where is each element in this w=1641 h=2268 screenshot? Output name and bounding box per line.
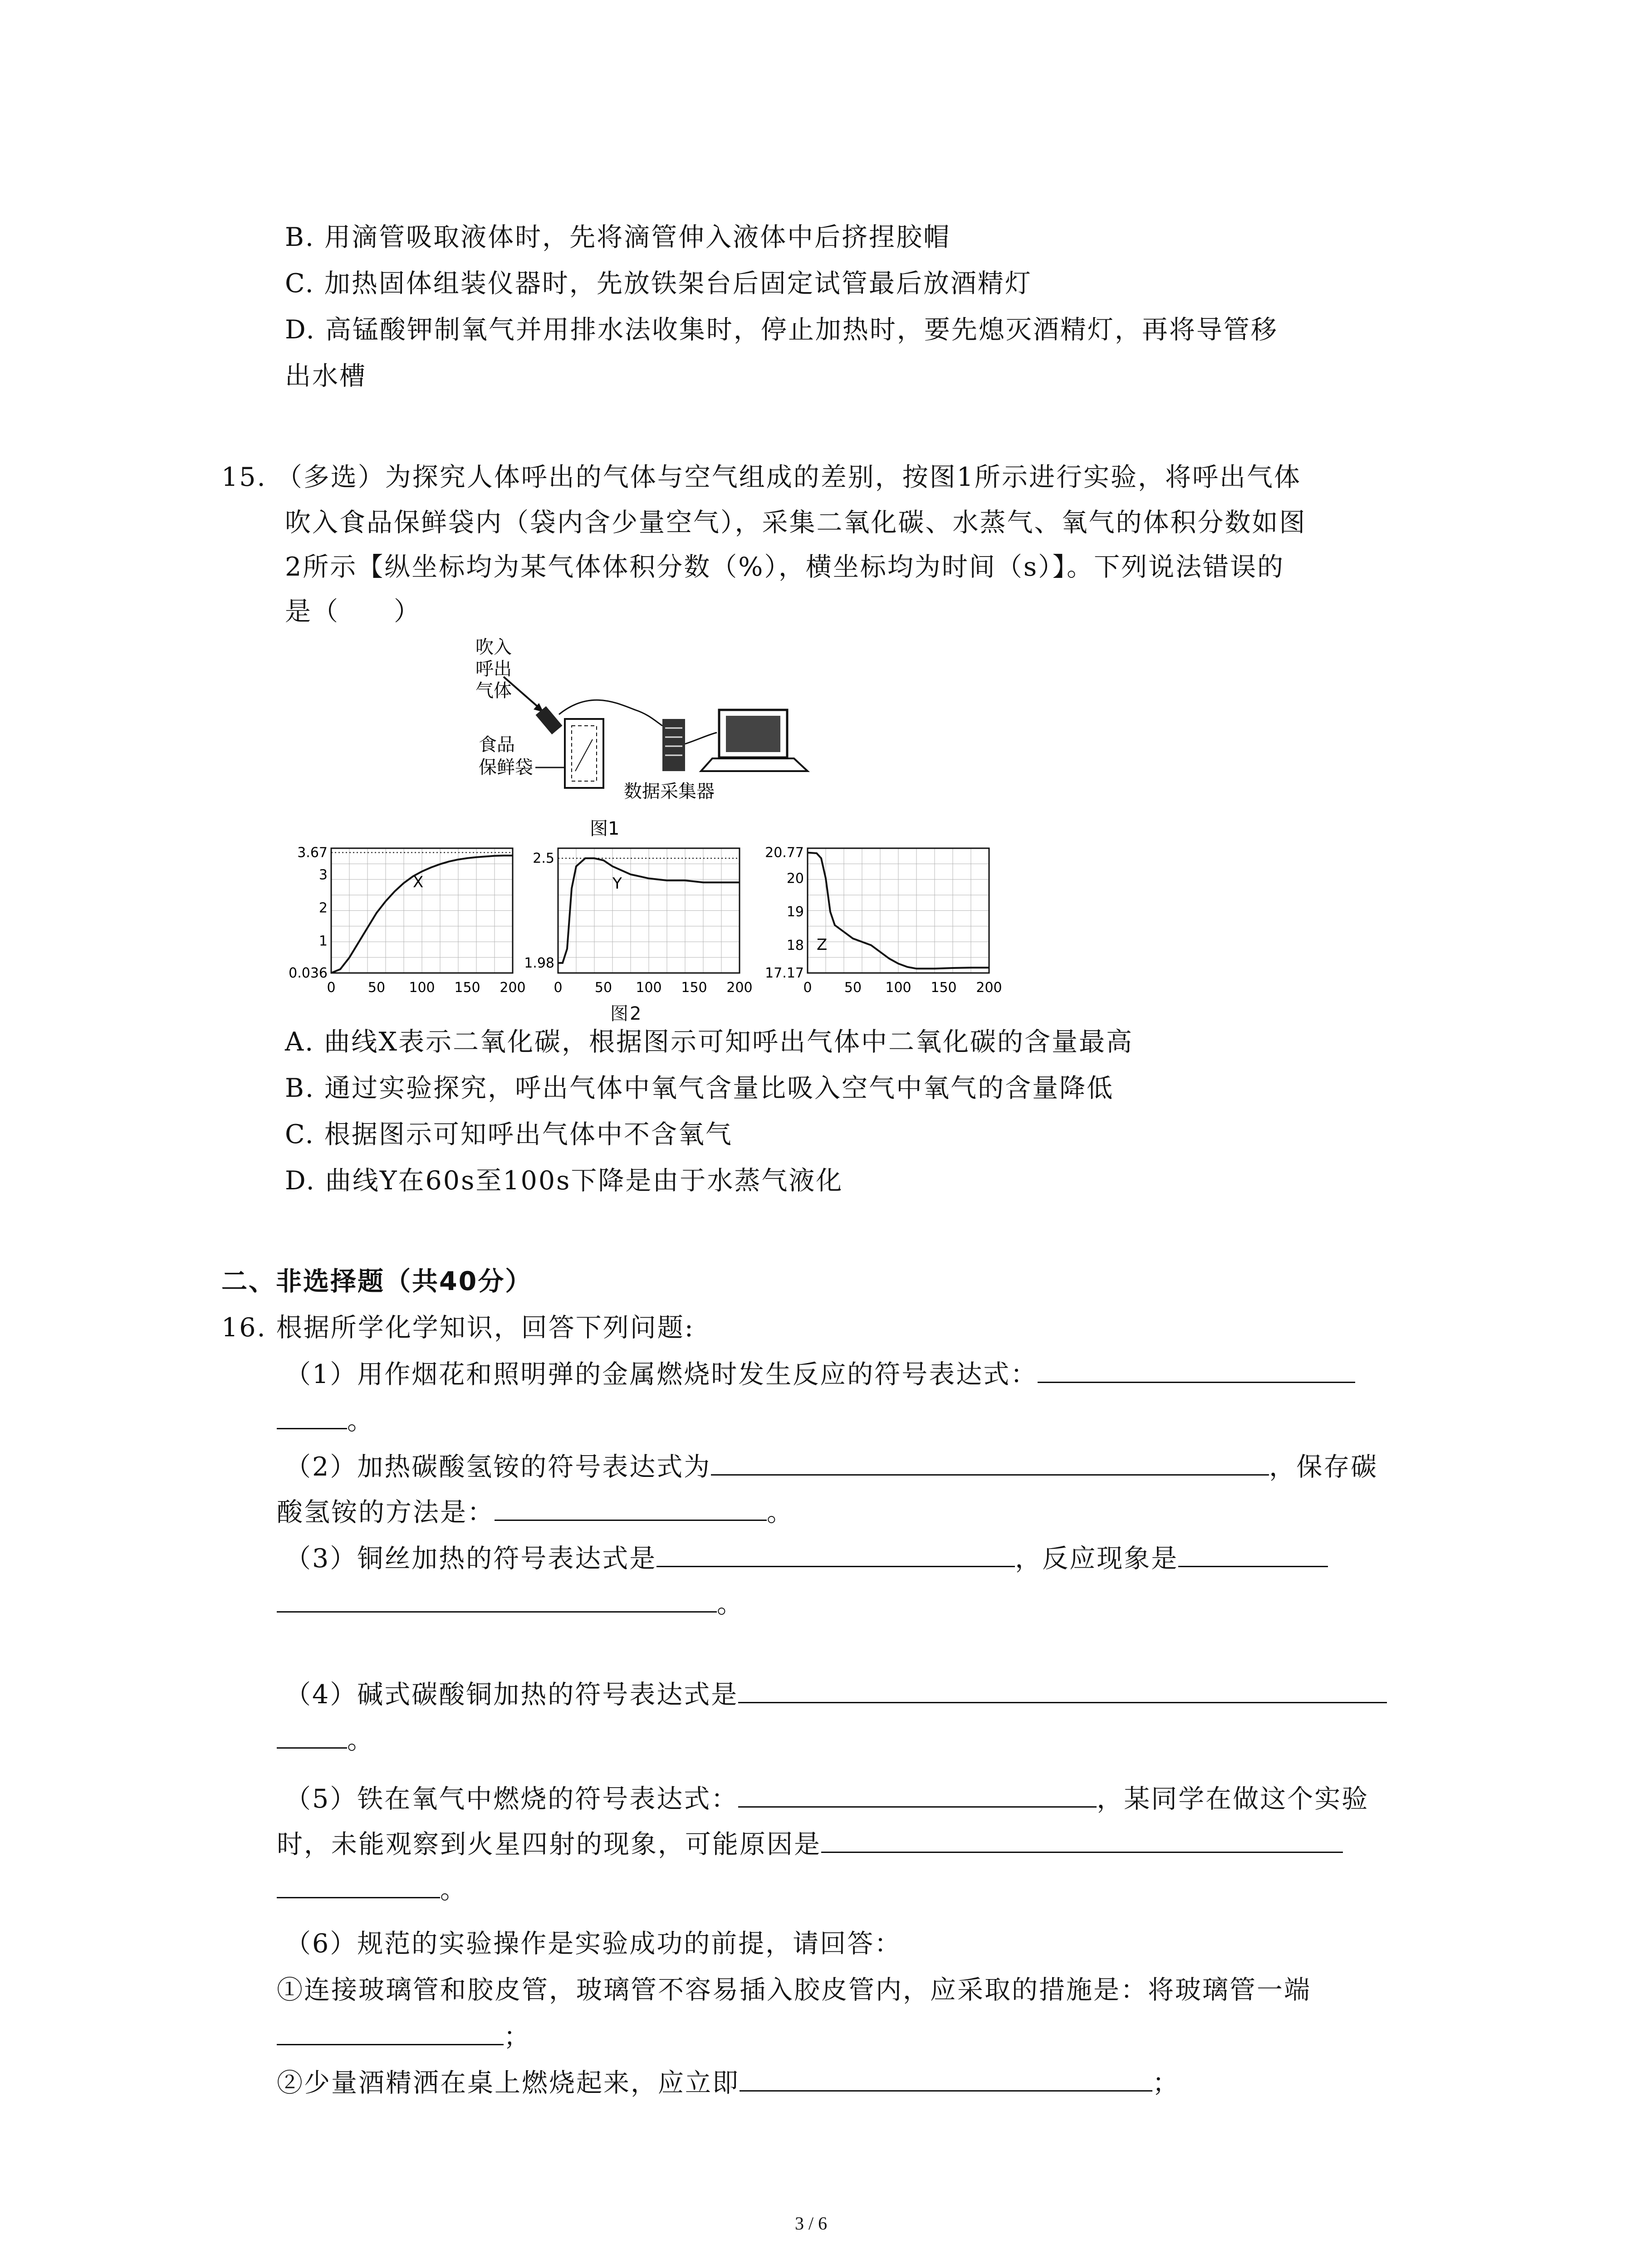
q16-part6-item1-end: ； [504,2022,531,2052]
food-bag [565,719,603,788]
x-tick-label: 150 [681,980,707,996]
q16-part2-storage-blank[interactable] [495,1496,767,1521]
q16-part5-text-c: 时，未能观察到火星四射的现象，可能原因是 [277,1829,821,1859]
q16-part2-answer-blank[interactable] [711,1451,1269,1476]
y-tick-label: 0.036 [289,965,328,981]
fig1-label-blow-2: 呼出 [475,659,512,679]
y-tick-label: 20.77 [765,845,804,861]
fig1-label-blow-1: 吹入 [475,637,512,658]
y-tick-label: 2 [318,900,328,916]
figure-1-apparatus [454,635,826,844]
q16-part5-text: （5）铁在氧气中燃烧的符号表达式： [285,1784,739,1814]
q16-part1-text: （1）用作烟花和照明弹的金属燃烧时发生反应的符号表达式： [285,1359,1038,1389]
q16-part3-phenomenon-blank-cont[interactable] [277,1588,717,1613]
q16-part3-text: （3）铜丝加热的符号表达式是 [285,1544,657,1574]
fig1-label-blow-3: 气体 [475,680,512,701]
q16-part1-answer-blank-cont[interactable] [277,1404,347,1429]
y-tick-label: 17.17 [765,965,804,981]
x-tick-label: 50 [367,980,386,996]
x-tick-label: 0 [803,980,812,996]
y-tick-label: 18 [786,937,804,953]
q16-part3-answer-blank[interactable] [656,1542,1015,1567]
q16-part2-text-b: ，保存碳 [1269,1452,1378,1482]
y-tick-label: 3 [318,867,328,883]
q16-part5-cont [277,1828,1343,1860]
x-tick-label: 50 [594,980,612,996]
q16-part5-end: 。 [440,1875,467,1905]
q16-part1 [285,1358,1355,1390]
q16-part3-text-b: ，反应现象是 [1015,1544,1179,1574]
q16-part6-item2-blank[interactable] [740,2067,1152,2092]
x-tick-label: 200 [976,980,1002,996]
q16-part2-text: （2）加热碳酸氢铵的符号表达式为 [285,1452,711,1482]
q15-stem-line1: 15. （多选）为探究人体呼出的气体与空气组成的差别，按图1所示进行实验，将呼出气体 [221,462,1302,492]
q16-part4-end: 。 [347,1725,374,1755]
q14-option-c: C. 加热固体组装仪器时，先放铁架台后固定试管最后放酒精灯 [285,269,1032,298]
fig1-caption: 图1 [590,818,620,839]
q16-part5-text-b: ，某同学在做这个实验 [1097,1784,1369,1814]
q16-part3-cont [277,1588,744,1620]
q16-part2-cont [277,1496,794,1528]
x-tick-label: 100 [636,980,662,996]
q16-part6-item2 [277,2067,1180,2099]
q16-part5-answer-blank[interactable] [738,1783,1097,1808]
data-collector-icon [662,719,685,771]
q16-part3 [285,1542,1328,1574]
figure-2-charts [272,844,1025,1034]
q16-part5 [285,1783,1369,1815]
x-tick-label: 100 [885,980,911,996]
x-tick-label: 0 [554,980,563,996]
q16-part3-phenomenon-blank[interactable] [1178,1542,1328,1567]
x-tick-label: 200 [500,980,526,996]
q16-part2-text-c: 酸氢铵的方法是： [277,1497,495,1527]
q15-stem-line3: 2所示【纵坐标均为某气体体积分数（%），横坐标均为时间（s）】。下列说法错误的 [285,552,1285,582]
q16-part5-reason-blank[interactable] [821,1828,1343,1853]
series-label: X [413,873,424,892]
page-number: 3 / 6 [795,2213,828,2234]
x-tick-label: 150 [454,980,480,996]
q14-option-b: B. 用滴管吸取液体时，先将滴管伸入液体中后挤捏胶帽 [285,222,951,252]
fig1-label-bag-2: 保鲜袋 [479,757,533,778]
q15-option-a: A. 曲线X表示二氧化碳，根据图示可知呼出气体中二氧化碳的含量最高 [285,1027,1133,1057]
q15-option-c: C. 根据图示可知呼出气体中不含氧气 [285,1119,733,1149]
series-label: Y [612,874,622,893]
q16-part6-item2-text: ②少量酒精洒在桌上燃烧起来，应立即 [277,2068,740,2098]
y-tick-label: 1 [318,933,328,949]
q16-part4-answer-blank-cont[interactable] [277,1724,347,1749]
y-tick-label: 20 [786,870,804,887]
q16-stem: 16. 根据所学化学知识，回答下列问题: [221,1313,695,1343]
q16-part4-text: （4）碱式碳酸铜加热的符号表达式是 [285,1680,739,1710]
fig1-label-collector: 数据采集器 [624,781,715,802]
q16-part6-item1-blank[interactable] [277,2020,504,2045]
q16-part5-cont2 [277,1873,467,1906]
x-tick-label: 0 [327,980,336,996]
y-tick-label: 3.67 [297,845,328,861]
x-tick-label: 100 [409,980,435,996]
q16-part5-reason-blank-cont[interactable] [277,1873,440,1898]
q15-stem-line4: 是（ ） [285,596,421,626]
fig1-label-bag-1: 食品 [479,734,515,755]
q16-part6: （6）规范的实验操作是实验成功的前提，请回答： [285,1929,902,1959]
y-tick-label: 1.98 [524,955,554,971]
q15-option-b: B. 通过实验探究，呼出气体中氧气含量比吸入空气中氧气的含量降低 [285,1073,1114,1103]
x-tick-label: 50 [844,980,862,996]
fig2-caption: 图2 [610,1003,643,1024]
q14-option-d-line2: 出水槽 [285,361,367,391]
q14-option-d-line1: D. 高锰酸钾制氧气并用排水法收集时，停止加热时，要先熄灭酒精灯，再将导管移 [285,315,1278,345]
q16-part6-item1-cont [277,2020,531,2053]
x-tick-label: 200 [726,980,753,996]
q15-stem-line2: 吹入食品保鲜袋内（袋内含少量空气），采集二氧化碳、水蒸气、氧气的体积分数如图 [285,508,1307,538]
q16-part6-item2-end: ； [1152,2068,1180,2098]
q16-part2 [285,1451,1378,1483]
q16-part3-end: 。 [717,1589,744,1619]
q16-part1-cont [277,1404,374,1437]
section-heading: 二、非选择题（共40分） [221,1266,533,1296]
q16-part4-cont [277,1724,374,1756]
x-tick-label: 150 [931,980,957,996]
q16-part2-end: 。 [767,1497,794,1527]
q16-part4-answer-blank[interactable] [738,1678,1387,1703]
q15-option-d: D. 曲线Y在60s至100s下降是由于水蒸气液化 [285,1166,843,1196]
q16-part1-answer-blank[interactable] [1038,1358,1355,1383]
q16-part6-item1: ①连接玻璃管和胶皮管，玻璃管不容易插入胶皮管内，应采取的措施是：将玻璃管一端 [277,1975,1311,2005]
q16-part4 [285,1678,1387,1711]
series-label: Z [817,935,828,954]
q16-part1-end: 。 [347,1406,374,1436]
y-tick-label: 2.5 [533,850,554,867]
y-tick-label: 19 [786,904,804,920]
